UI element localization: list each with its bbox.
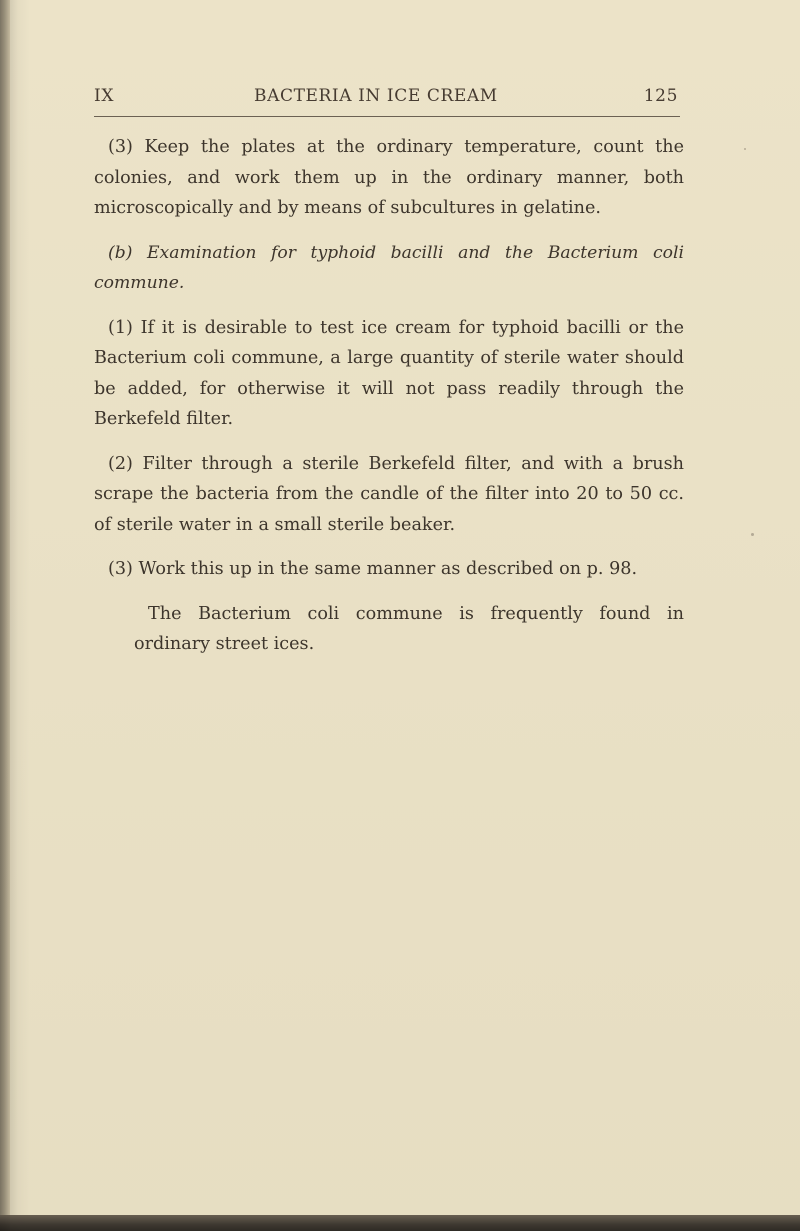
paragraph-gap [94,435,684,449]
chapter-number: IX [94,86,115,106]
paper-speck [744,148,746,150]
note-paragraph: The Bacterium coli commune is frequently found in ordinary street ices. [134,603,684,654]
page-spine-shadow [0,0,10,1231]
header-rule [94,116,680,117]
paragraph-gap [94,299,684,313]
page-bottom-edge [0,1215,800,1231]
paper-speck [751,533,754,536]
section-heading [94,238,684,299]
paragraph-gap [94,540,684,554]
paragraph-step-3: (3) Keep the plates at the ordinary temperature, count the colonies, and work them up in the ordinary manner, both microscopically and by means of subcultures in gelatine. [94,137,684,218]
section-title: Examination for typhoid bacilli and the Bacterium coli commune. [94,242,684,293]
paragraph-step-3b: (3) Work this up in the same manner as described on p. 98. [108,559,638,579]
section-label: (b) [108,242,133,263]
paragraph-step-2: (2) Filter through a sterile Berkefeld filter, and with a brush scrape the bacteria from the candle of the filter into 20 to 50 cc. of sterile water in a small sterile beaker. [94,453,684,535]
page-number: 125 [643,86,678,106]
paragraph-gap [94,585,684,599]
body-text [94,132,684,660]
paragraph-gap [94,224,684,238]
running-title: BACTERIA IN ICE CREAM [254,86,498,106]
page-content [94,86,684,660]
running-header [94,86,684,110]
paragraph-step-1: (1) If it is desirable to test ice cream for typhoid bacilli or the Bacterium coli commune, a large quantity of sterile water should be added, for otherwise it will not pass readily through the Berkefeld filter. [94,317,684,429]
